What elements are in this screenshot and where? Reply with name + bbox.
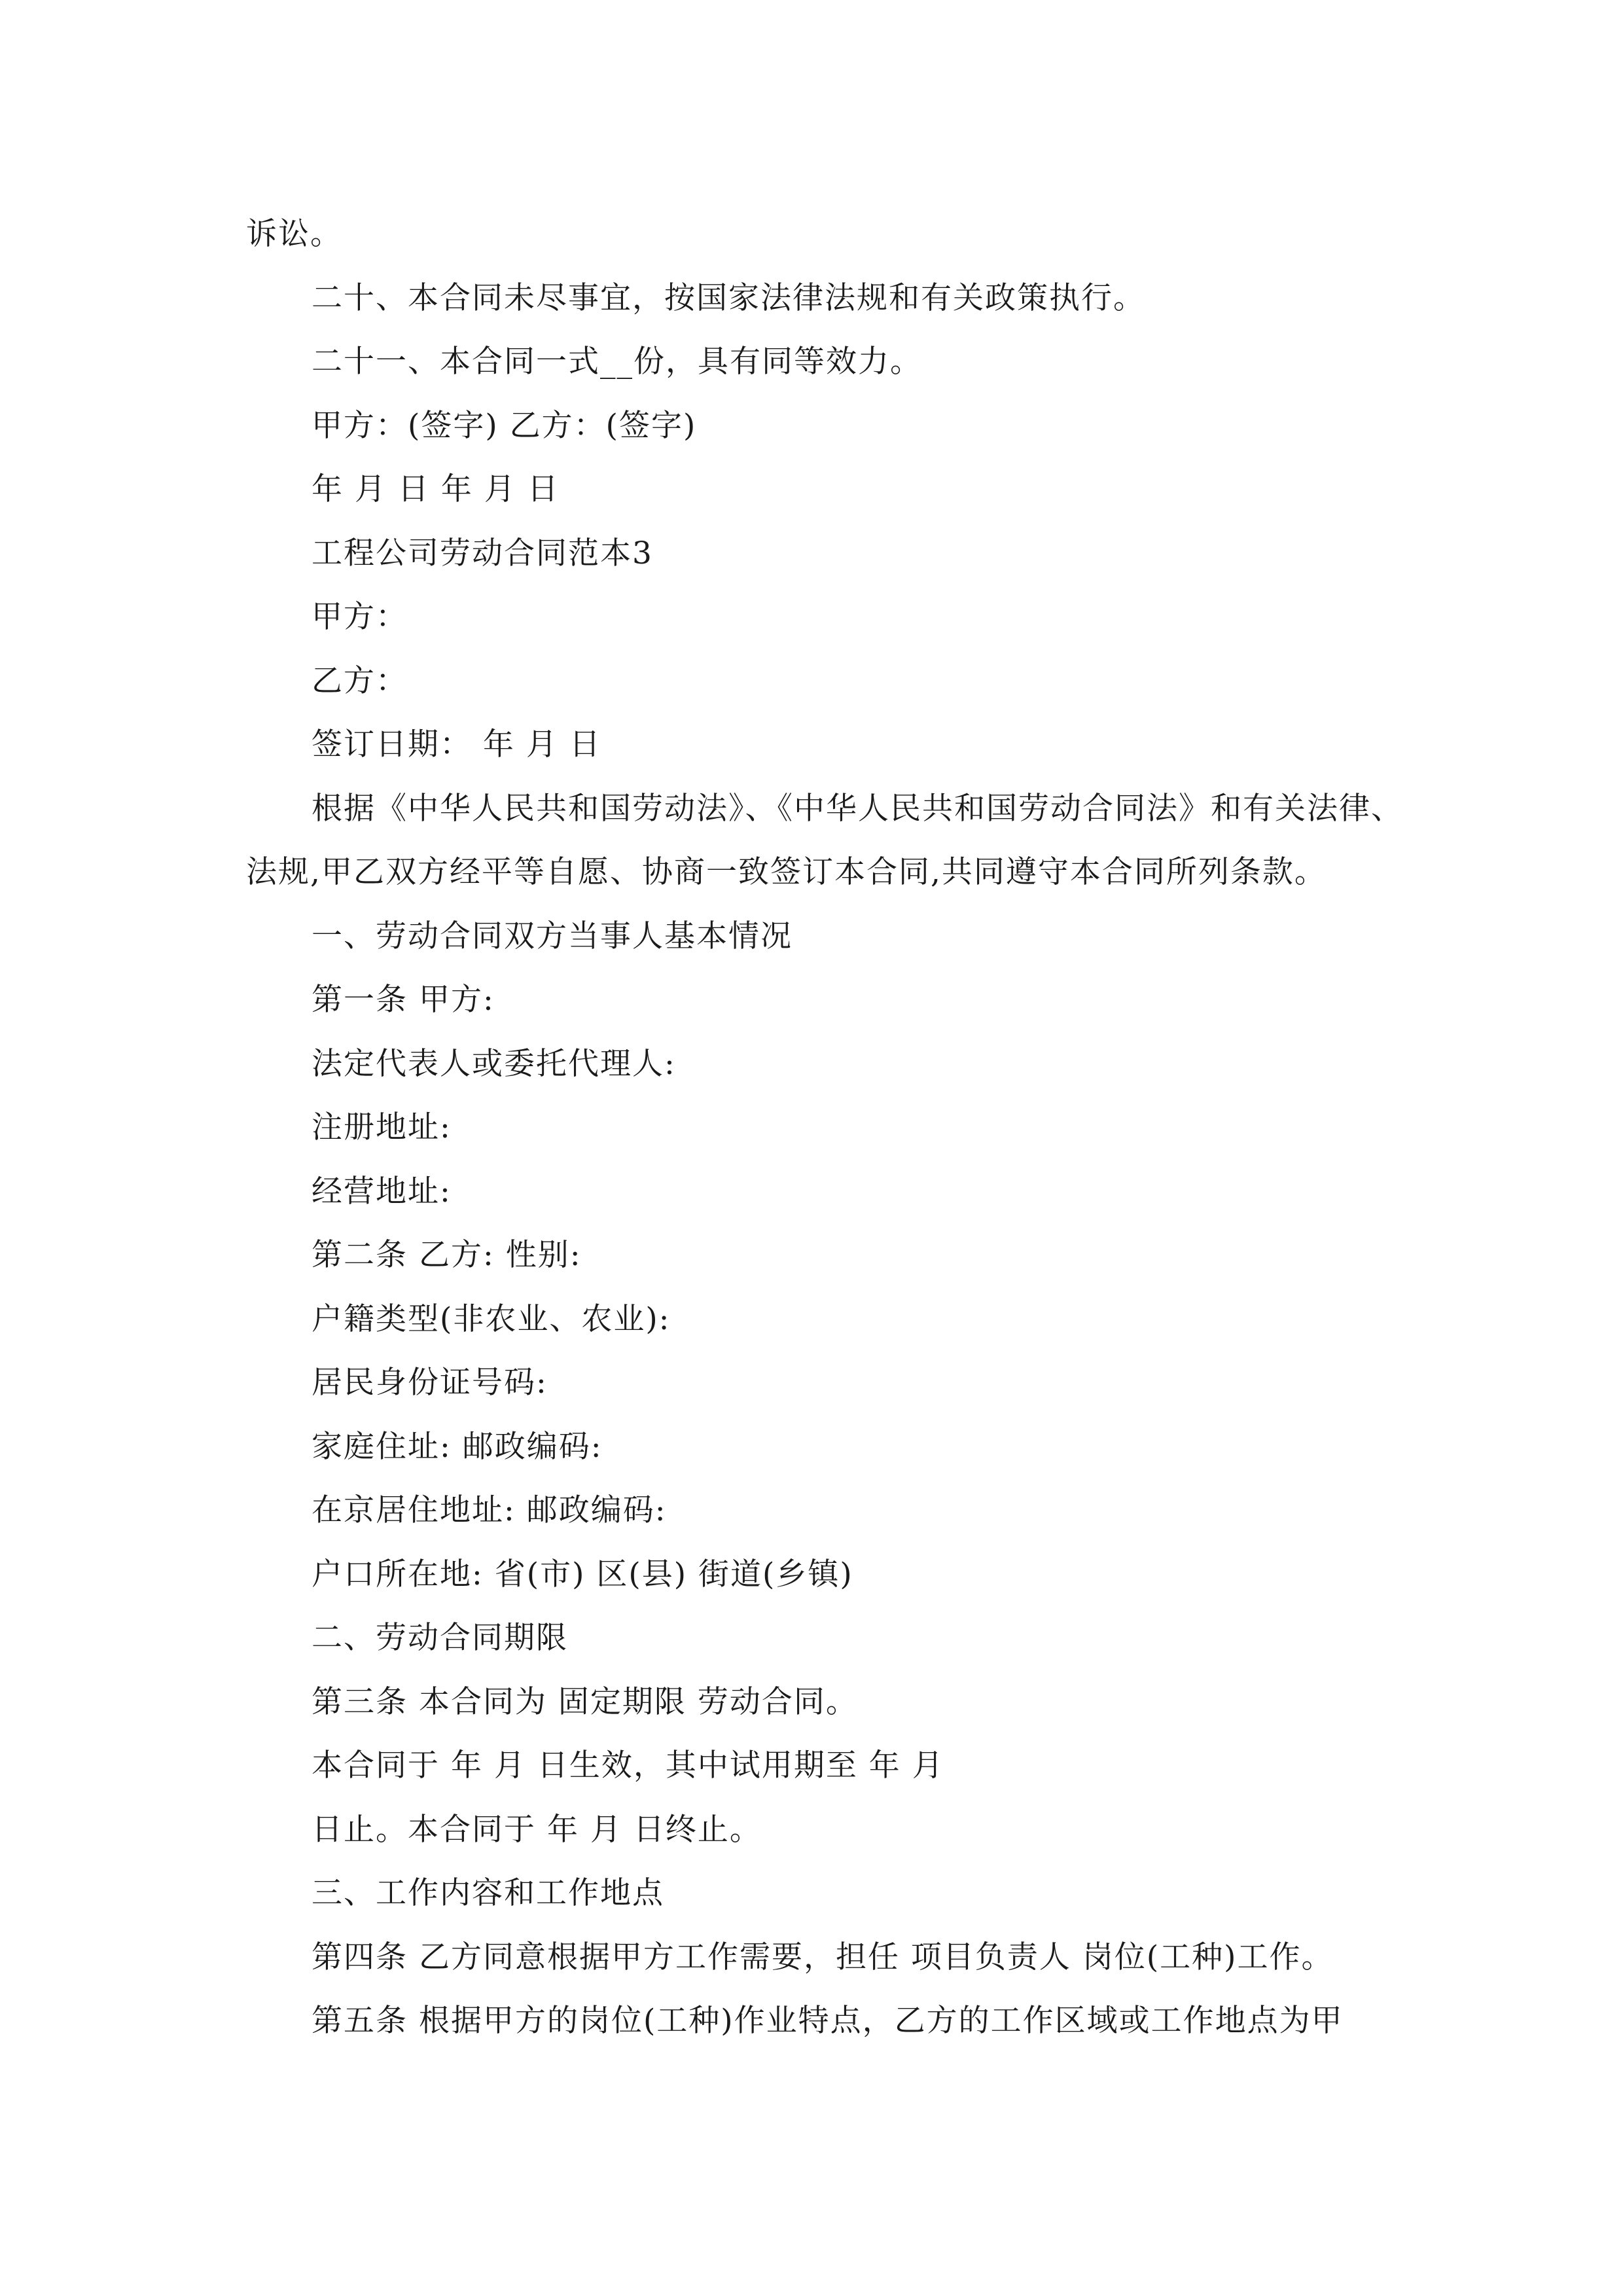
document-line: 注册地址: <box>312 1109 452 1145</box>
document-line: 经营地址: <box>312 1173 452 1210</box>
document-line: 工程公司劳动合同范本3 <box>312 535 653 571</box>
document-line: 第三条 本合同为 固定期限 劳动合同。 <box>312 1683 858 1720</box>
document-line: 二、劳动合同期限 <box>312 1620 568 1656</box>
document-line: 家庭住址: 邮政编码: <box>312 1428 603 1465</box>
document-line: 二十、本合同未尽事宜，按国家法律法规和有关政策执行。 <box>312 279 1145 316</box>
document-body <box>246 202 1403 2053</box>
document-line: 日止。本合同于 年 月 日终止。 <box>312 1811 762 1848</box>
document-line: 法规,甲乙双方经平等自愿、协商一致签订本合同,共同遵守本合同所列条款。 <box>246 854 1327 890</box>
document-line: 甲方：(签字) 乙方：(签字) <box>312 407 697 444</box>
document-line: 户籍类型(非农业、农业): <box>312 1300 671 1337</box>
document-line: 二十一、本合同一式__份，具有同等效力。 <box>312 344 922 380</box>
document-line: 年 月 日 年 月 日 <box>312 471 560 507</box>
document-line: 第四条 乙方同意根据甲方工作需要，担任 项目负责人 岗位(工种)工作。 <box>312 1939 1334 1975</box>
document-line: 居民身份证号码: <box>312 1365 548 1401</box>
document-line: 根据《中华人民共和国劳动法》、《中华人民共和国劳动合同法》和有关法律、 <box>312 790 1403 827</box>
document-line: 第二条 乙方: 性别: <box>312 1237 582 1273</box>
document-line: 第五条 根据甲方的岗位(工种)作业特点，乙方的工作区域或工作地点为甲 <box>312 2003 1344 2039</box>
document-line: 第一条 甲方: <box>312 982 495 1018</box>
document-line: 甲方： <box>312 599 408 635</box>
document-line: 三、工作内容和工作地点 <box>312 1875 664 1911</box>
document-line: 本合同于 年 月 日生效，其中试用期至 年 月 <box>312 1748 944 1784</box>
document-line: 诉讼。 <box>246 216 342 252</box>
document-line: 户口所在地: 省(市) 区(县) 街道(乡镇) <box>312 1556 853 1592</box>
document-line: 签订日期： 年 月 日 <box>312 726 601 762</box>
document-line: 一、劳动合同双方当事人基本情况 <box>312 918 793 954</box>
document-line: 法定代表人或委托代理人: <box>312 1045 676 1082</box>
document-line: 乙方： <box>312 662 408 699</box>
document-line: 在京居住地址: 邮政编码: <box>312 1492 667 1528</box>
